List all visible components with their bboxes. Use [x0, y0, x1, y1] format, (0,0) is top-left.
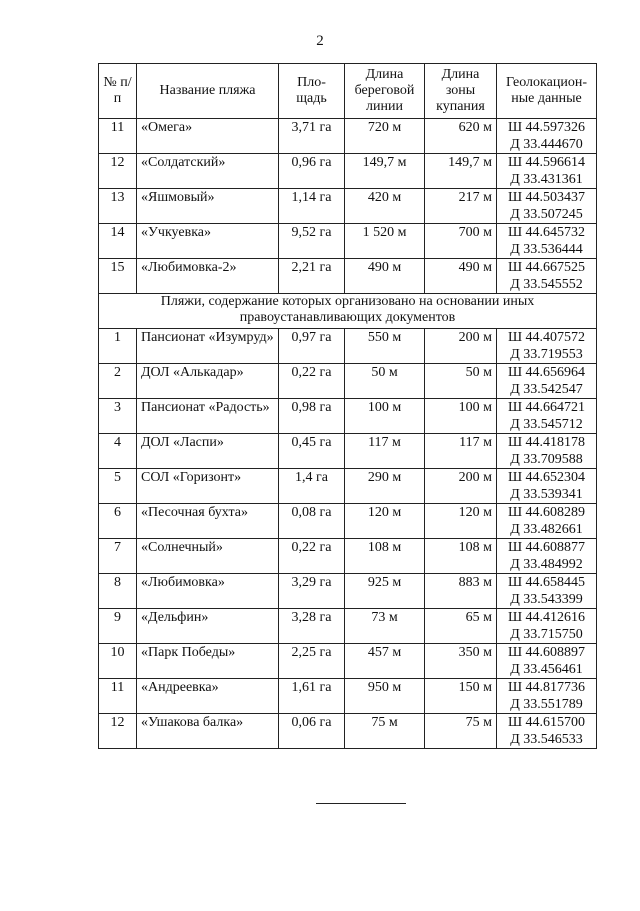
- row-number: 13: [99, 189, 137, 224]
- shoreline-length: 420 м: [345, 189, 425, 224]
- shoreline-length: 73 м: [345, 609, 425, 644]
- row-number: 9: [99, 609, 137, 644]
- table-row: [99, 539, 597, 574]
- row-number: 3: [99, 399, 137, 434]
- latitude: Ш 44.596614: [507, 155, 586, 170]
- header-swim-zone-length: Длина зоны купания: [425, 64, 497, 119]
- longitude: Д 33.507245: [510, 207, 583, 222]
- swim-zone-length: 108 м: [425, 539, 497, 574]
- beach-name: «Ушакова балка»: [137, 714, 279, 749]
- shoreline-length: 720 м: [345, 119, 425, 154]
- beach-name: «Парк Победы»: [137, 644, 279, 679]
- beach-area: 3,29 га: [279, 574, 345, 609]
- swim-zone-length: 120 м: [425, 504, 497, 539]
- shoreline-length: 490 м: [345, 259, 425, 294]
- shoreline-length: 290 м: [345, 469, 425, 504]
- swim-zone-length: 117 м: [425, 434, 497, 469]
- row-number: 2: [99, 364, 137, 399]
- row-number: 14: [99, 224, 137, 259]
- beach-name: ДОЛ «Ласпи»: [137, 434, 279, 469]
- header-geolocation: Геолокацион-ные данные: [497, 64, 597, 119]
- geolocation: [497, 119, 597, 154]
- row-number: 5: [99, 469, 137, 504]
- swim-zone-length: 50 м: [425, 364, 497, 399]
- beach-area: 0,06 га: [279, 714, 345, 749]
- geolocation: [497, 154, 597, 189]
- table-row: [99, 399, 597, 434]
- beach-area: 0,22 га: [279, 539, 345, 574]
- shoreline-length: 457 м: [345, 644, 425, 679]
- latitude: Ш 44.503437: [507, 190, 586, 205]
- table-row: [99, 609, 597, 644]
- shoreline-length: 108 м: [345, 539, 425, 574]
- longitude: Д 33.484992: [510, 557, 583, 572]
- beach-name: «Учкуевка»: [137, 224, 279, 259]
- geolocation: [497, 644, 597, 679]
- beach-area: 0,97 га: [279, 329, 345, 364]
- longitude: Д 33.719553: [510, 347, 583, 362]
- geolocation: [497, 329, 597, 364]
- table-row: [99, 574, 597, 609]
- longitude: Д 33.482661: [510, 522, 583, 537]
- row-number: 8: [99, 574, 137, 609]
- beach-name: «Песочная бухта»: [137, 504, 279, 539]
- geolocation: [497, 399, 597, 434]
- shoreline-length: 75 м: [345, 714, 425, 749]
- swim-zone-length: 883 м: [425, 574, 497, 609]
- beach-name: Пансионат «Радость»: [137, 399, 279, 434]
- geolocation: [497, 679, 597, 714]
- longitude: Д 33.431361: [510, 172, 583, 187]
- table-row: [99, 119, 597, 154]
- shoreline-length: 149,7 м: [345, 154, 425, 189]
- geolocation: [497, 259, 597, 294]
- beach-area: 0,22 га: [279, 364, 345, 399]
- geolocation: [497, 189, 597, 224]
- geolocation: [497, 364, 597, 399]
- swim-zone-length: 490 м: [425, 259, 497, 294]
- longitude: Д 33.543399: [510, 592, 583, 607]
- shoreline-length: 100 м: [345, 399, 425, 434]
- latitude: Ш 44.418178: [507, 435, 586, 450]
- beach-area: 3,28 га: [279, 609, 345, 644]
- row-number: 12: [99, 154, 137, 189]
- beach-name: «Омега»: [137, 119, 279, 154]
- table-row: [99, 259, 597, 294]
- geolocation: [497, 504, 597, 539]
- longitude: Д 33.536444: [510, 242, 583, 257]
- longitude: Д 33.456461: [510, 662, 583, 677]
- swim-zone-length: 217 м: [425, 189, 497, 224]
- beach-area: 1,4 га: [279, 469, 345, 504]
- table-row: [99, 679, 597, 714]
- section-title: Пляжи, содержание которых организовано на основании иных правоустанавливающих документов: [99, 294, 597, 329]
- latitude: Ш 44.652304: [507, 470, 586, 485]
- row-number: 15: [99, 259, 137, 294]
- beach-area: 3,71 га: [279, 119, 345, 154]
- beach-name: «Андреевка»: [137, 679, 279, 714]
- longitude: Д 33.551789: [510, 697, 583, 712]
- table-row: [99, 644, 597, 679]
- beach-name: «Яшмовый»: [137, 189, 279, 224]
- swim-zone-length: 350 м: [425, 644, 497, 679]
- geolocation: [497, 714, 597, 749]
- table-row: [99, 434, 597, 469]
- beach-area: 1,61 га: [279, 679, 345, 714]
- geolocation: [497, 609, 597, 644]
- longitude: Д 33.546533: [510, 732, 583, 747]
- table-header: [99, 64, 597, 119]
- header-row: [99, 64, 597, 119]
- swim-zone-length: 100 м: [425, 399, 497, 434]
- table-row: [99, 469, 597, 504]
- shoreline-length: 50 м: [345, 364, 425, 399]
- beach-area: 9,52 га: [279, 224, 345, 259]
- beach-name: Пансионат «Изумруд»: [137, 329, 279, 364]
- header-beach-name: Название пляжа: [137, 64, 279, 119]
- longitude: Д 33.545552: [510, 277, 583, 292]
- beach-name: «Любимовка-2»: [137, 259, 279, 294]
- header-number: № п/п: [99, 64, 137, 119]
- table-row: [99, 364, 597, 399]
- table-row: [99, 329, 597, 364]
- beach-area: 0,98 га: [279, 399, 345, 434]
- latitude: Ш 44.412616: [507, 610, 586, 625]
- row-number: 12: [99, 714, 137, 749]
- latitude: Ш 44.407572: [507, 330, 586, 345]
- shoreline-length: 550 м: [345, 329, 425, 364]
- swim-zone-length: 700 м: [425, 224, 497, 259]
- longitude: Д 33.715750: [510, 627, 583, 642]
- section-row: [99, 294, 597, 329]
- longitude: Д 33.542547: [510, 382, 583, 397]
- beach-area: 0,08 га: [279, 504, 345, 539]
- latitude: Ш 44.667525: [507, 260, 586, 275]
- header-shoreline-length: Длина береговой линии: [345, 64, 425, 119]
- latitude: Ш 44.656964: [507, 365, 586, 380]
- page-number: 2: [316, 33, 324, 49]
- swim-zone-length: 149,7 м: [425, 154, 497, 189]
- beach-name: «Солнечный»: [137, 539, 279, 574]
- swim-zone-length: 200 м: [425, 469, 497, 504]
- row-number: 7: [99, 539, 137, 574]
- beach-name: «Дельфин»: [137, 609, 279, 644]
- latitude: Ш 44.658445: [507, 575, 586, 590]
- latitude: Ш 44.664721: [507, 400, 586, 415]
- beach-name: СОЛ «Горизонт»: [137, 469, 279, 504]
- swim-zone-length: 65 м: [425, 609, 497, 644]
- beach-name: «Любимовка»: [137, 574, 279, 609]
- latitude: Ш 44.817736: [507, 680, 586, 695]
- latitude: Ш 44.615700: [507, 715, 586, 730]
- geolocation: [497, 224, 597, 259]
- latitude: Ш 44.608877: [507, 540, 586, 555]
- table-body: [99, 119, 597, 749]
- swim-zone-length: 200 м: [425, 329, 497, 364]
- beach-area: 0,45 га: [279, 434, 345, 469]
- table-row: [99, 189, 597, 224]
- row-number: 10: [99, 644, 137, 679]
- beach-name: ДОЛ «Алькадар»: [137, 364, 279, 399]
- beach-area: 1,14 га: [279, 189, 345, 224]
- latitude: Ш 44.645732: [507, 225, 586, 240]
- row-number: 11: [99, 679, 137, 714]
- beach-name: «Солдатский»: [137, 154, 279, 189]
- swim-zone-length: 150 м: [425, 679, 497, 714]
- longitude: Д 33.539341: [510, 487, 583, 502]
- geolocation: [497, 469, 597, 504]
- footer-rule: [316, 803, 406, 804]
- geolocation: [497, 539, 597, 574]
- beach-area: 2,25 га: [279, 644, 345, 679]
- row-number: 11: [99, 119, 137, 154]
- beach-area: 0,96 га: [279, 154, 345, 189]
- longitude: Д 33.709588: [510, 452, 583, 467]
- geolocation: [497, 434, 597, 469]
- swim-zone-length: 620 м: [425, 119, 497, 154]
- latitude: Ш 44.608289: [507, 505, 586, 520]
- geolocation: [497, 574, 597, 609]
- table-row: [99, 714, 597, 749]
- latitude: Ш 44.597326: [507, 120, 586, 135]
- shoreline-length: 950 м: [345, 679, 425, 714]
- row-number: 1: [99, 329, 137, 364]
- latitude: Ш 44.608897: [507, 645, 586, 660]
- table-row: [99, 224, 597, 259]
- shoreline-length: 1 520 м: [345, 224, 425, 259]
- row-number: 4: [99, 434, 137, 469]
- row-number: 6: [99, 504, 137, 539]
- table-row: [99, 504, 597, 539]
- swim-zone-length: 75 м: [425, 714, 497, 749]
- table-row: [99, 154, 597, 189]
- shoreline-length: 117 м: [345, 434, 425, 469]
- shoreline-length: 925 м: [345, 574, 425, 609]
- beaches-table: [98, 63, 597, 749]
- longitude: Д 33.444670: [510, 137, 583, 152]
- beach-area: 2,21 га: [279, 259, 345, 294]
- shoreline-length: 120 м: [345, 504, 425, 539]
- header-area: Пло-щадь: [279, 64, 345, 119]
- longitude: Д 33.545712: [510, 417, 583, 432]
